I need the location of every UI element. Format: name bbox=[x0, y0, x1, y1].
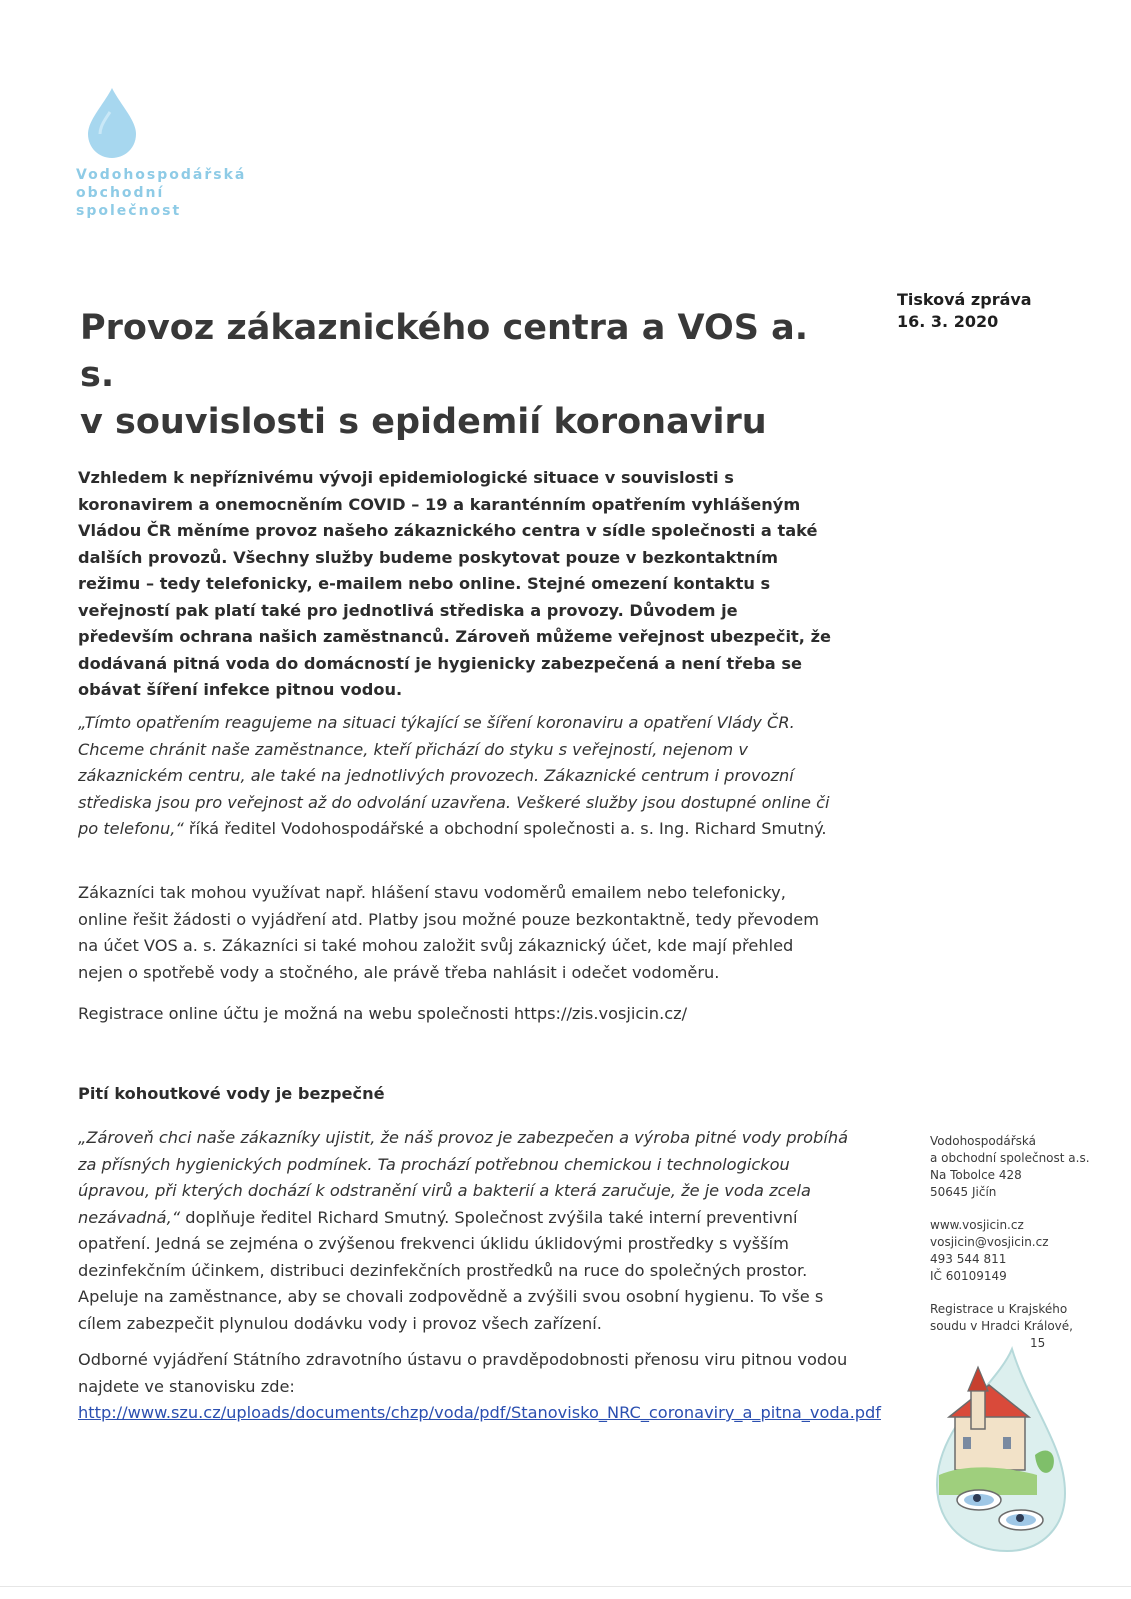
contact-id: IČ 60109149 bbox=[930, 1269, 1007, 1283]
logo-wordmark bbox=[76, 166, 266, 220]
quote-continuation: doplňuje ředitel Richard Smutný. Společnost zvýšila také interní preventivní opatření. Jedná se zejména o zvýšenou frekvenci úklidu úklidovými prostředky s vyšším dezinfekčním účinkem, distribuci dezinfekčních prostředků na ruce do společných prostor. Apeluje na zaměstnance, aby se chovali zodpovědně a zvýšili svou osobní hygienu. To vše s cílem zabezpečit plynulou dodávku vody i provoz všech zařízení. bbox=[78, 1207, 824, 1333]
page-title bbox=[80, 305, 840, 446]
szu-link[interactable]: http://www.szu.cz/uploads/documents/chzp/voda/pdf/Stanovisko_NRC_coronaviry_a_pitna_voda.pdf bbox=[78, 1403, 881, 1422]
szu-paragraph bbox=[78, 1347, 881, 1427]
contact-email: vosjicin@vosjicin.cz bbox=[930, 1235, 1049, 1249]
logo-line: společnost bbox=[76, 203, 182, 219]
quote-italic: „Zároveň chci naše zákazníky ujistit, že náš provoz je zabezpečen a výroba pitné vody probíhá za přísných hygienických podmínek. Ta prochází potřebnou chemickou i technologickou úpravou, při kterých dochází k odstranění virů a bakterií a která zaručuje, že je voda zcela nezávadná,“ bbox=[78, 1128, 848, 1227]
contact-phone: 493 544 811 bbox=[930, 1252, 1007, 1266]
director-quote-paragraph bbox=[78, 710, 838, 843]
press-release-tag bbox=[897, 289, 1032, 333]
title-line-2: v souvislosti s epidemií koronaviru bbox=[80, 402, 767, 442]
section-heading: Pití kohoutkové vody je bezpečné bbox=[78, 1084, 385, 1103]
intro-paragraph: Vzhledem k nepříznivému vývoji epidemiologické situace v souvislosti s koronavirem a onemocněním COVID – 19 a karanténním opatřením vyhlášeným Vládou ČR měníme provoz našeho zákaznického centra v sídle společnosti a také dalších provozů. Všechny služby budeme poskytovat pouze v bezkontaktním režimu – tedy telefonicky, e-mailem nebo online. Stejné omezení kontaktu s veřejností pak platí také pro jednotlivá střediska a provozy. Důvodem je především ochrana našich zaměstnanců. Zároveň můžeme veřejnost ubezpečit, že dodávaná pitná voda do domácností je hygienicky zabezpečená a není třeba se obávat šíření infekce pitnou vodou. bbox=[78, 468, 831, 699]
village-drop-icon bbox=[917, 1345, 1067, 1555]
drop-illustration bbox=[917, 1345, 1067, 1559]
address-line: Vodohospodářská bbox=[930, 1134, 1036, 1148]
registry-line: soudu v Hradci Králové, bbox=[930, 1319, 1073, 1333]
page-bottom-rule bbox=[0, 1586, 1131, 1587]
szu-text: Odborné vyjádření Státního zdravotního ústavu o pravděpodobnosti přenosu viru pitnou vodou najdete ve stanovisku zde: bbox=[78, 1350, 848, 1396]
water-drop-icon bbox=[84, 86, 140, 160]
press-date: 16. 3. 2020 bbox=[897, 312, 999, 331]
registry-line: 15 bbox=[1030, 1336, 1046, 1350]
quote-attribution: říká ředitel Vodohospodářské a obchodní společnosti a. s. Ing. Richard Smutný. bbox=[183, 819, 827, 838]
press-type: Tisková zpráva bbox=[897, 290, 1032, 309]
logo-line: obchodní bbox=[76, 185, 165, 201]
safety-quote-paragraph bbox=[78, 1125, 863, 1337]
customers-paragraph: Zákazníci tak mohou využívat např. hlášení stavu vodoměrů emailem nebo telefonicky, online řešit žádosti o vyjádření atd. Platby jsou možné pouze bezkontaktně, tedy převodem na účet VOS a. s. Zákazníci si také mohou založit svůj zákaznický účet, kde mají přehled nejen o spotřebě vody a stočného, ale právě třeba nahlásit i odečet vodoměru. bbox=[78, 883, 819, 982]
quote-italic: „Tímto opatřením reagujeme na situaci týkající se šíření koronaviru a opatření Vlády ČR. Chceme chránit naše zaměstnance, kteří přichází do styku s veřejností, nejenom v zákaznickém centru, ale také na jednotlivých provozech. Zákaznické centrum i provozní střediska jsou pro veřejnost až do odvolání uzavřena. Veškeré služby jsou dostupné online či po telefonu,“ bbox=[78, 713, 830, 838]
address-line: a obchodní společnost a.s. bbox=[930, 1151, 1090, 1165]
company-logo bbox=[76, 86, 266, 220]
logo-line: Vodohospodářská bbox=[76, 167, 247, 183]
address-line: Na Tobolce 428 bbox=[930, 1168, 1022, 1182]
contact-web: www.vosjicin.cz bbox=[930, 1218, 1024, 1232]
title-line-1: Provoz zákaznického centra a VOS a. s. bbox=[80, 308, 809, 395]
registration-paragraph: Registrace online účtu je možná na webu společnosti https://zis.vosjicin.cz/ bbox=[78, 1004, 688, 1023]
address-line: 50645 Jičín bbox=[930, 1185, 997, 1199]
registry-line: Registrace u Krajského bbox=[930, 1302, 1068, 1316]
company-contact-sidebar bbox=[930, 1133, 1090, 1352]
